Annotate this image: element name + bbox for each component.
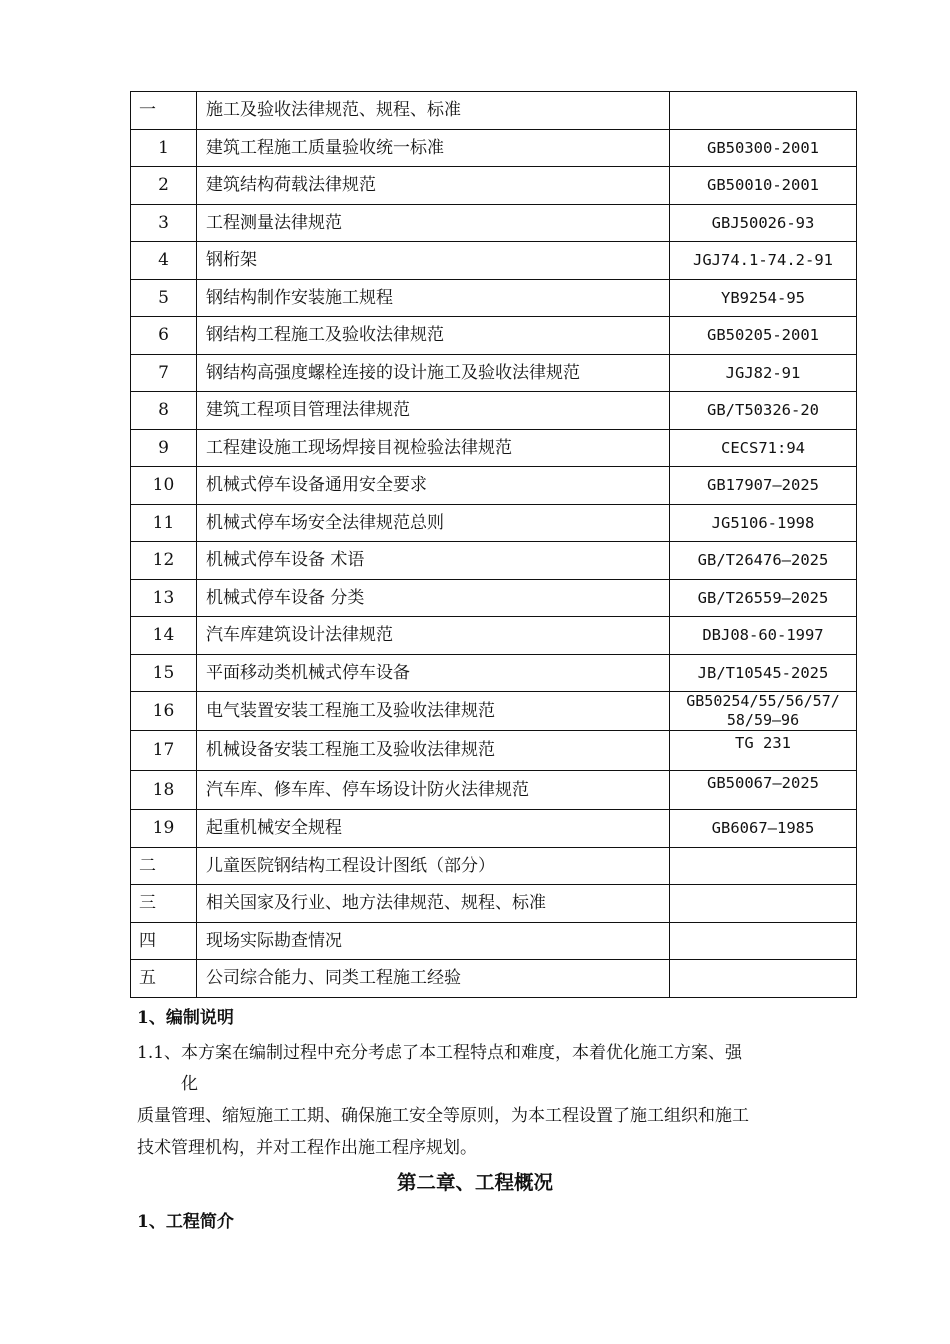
row-number-cell: 3 <box>131 204 197 242</box>
standard-name-cell: 建筑结构荷载法律规范 <box>197 167 670 205</box>
standard-name-cell: 工程测量法律规范 <box>197 204 670 242</box>
table-row <box>131 317 857 355</box>
standard-name-cell: 机械设备安装工程施工及验收法律规范 <box>197 731 670 771</box>
row-number-cell: 19 <box>131 810 197 848</box>
standard-code-cell: TG 231 <box>670 731 857 771</box>
standard-code-cell <box>670 885 857 923</box>
standard-name-cell: 公司综合能力、同类工程施工经验 <box>197 960 670 998</box>
row-number-cell: 一 <box>131 92 197 130</box>
standard-name-cell: 工程建设施工现场焊接目视检验法律规范 <box>197 429 670 467</box>
standard-name-cell: 起重机械安全规程 <box>197 810 670 848</box>
table-row <box>131 504 857 542</box>
row-number-cell: 6 <box>131 317 197 355</box>
standard-name-cell: 钢桁架 <box>197 242 670 280</box>
standard-code-cell: DBJ08-60-1997 <box>670 617 857 655</box>
row-number-cell: 4 <box>131 242 197 280</box>
standard-code-cell: GB50010-2001 <box>670 167 857 205</box>
chapter-title: 第二章、工程概况 <box>396 1171 553 1194</box>
row-number-cell: 1 <box>131 129 197 167</box>
standard-code-cell: GB6067—1985 <box>670 810 857 848</box>
row-number-cell: 11 <box>131 504 197 542</box>
table-row <box>131 847 857 885</box>
table-row <box>131 279 857 317</box>
standard-name-cell: 建筑工程项目管理法律规范 <box>197 392 670 430</box>
row-number-cell: 7 <box>131 354 197 392</box>
standard-code-cell <box>670 692 857 731</box>
paragraph-line: 1.1、本方案在编制过程中充分考虑了本工程特点和难度，本着优化施工方案、强 <box>137 1043 743 1063</box>
standard-code-cell: GB17907—2025 <box>670 467 857 505</box>
standard-name-cell: 汽车库建筑设计法律规范 <box>197 617 670 655</box>
row-number-cell: 5 <box>131 279 197 317</box>
row-number-cell: 14 <box>131 617 197 655</box>
table-row <box>131 579 857 617</box>
code-line: 58/59—96 <box>726 711 800 729</box>
row-number-cell: 五 <box>131 960 197 998</box>
table-row <box>131 204 857 242</box>
paragraph-line: 技术管理机构，并对工程作出施工程序规划。 <box>137 1138 477 1158</box>
standard-code-cell: JG5106-1998 <box>670 504 857 542</box>
standard-code-cell: CECS71:94 <box>670 429 857 467</box>
standard-code-cell: GB/T26476—2025 <box>670 542 857 580</box>
standard-name-cell: 机械式停车设备 分类 <box>197 579 670 617</box>
row-number-cell: 10 <box>131 467 197 505</box>
standards-table <box>130 91 857 998</box>
standard-code-cell: GB50205-2001 <box>670 317 857 355</box>
table-row <box>131 429 857 467</box>
table-row <box>131 885 857 923</box>
standard-name-cell: 钢结构高强度螺栓连接的设计施工及验收法律规范 <box>197 354 670 392</box>
standard-code-cell: GBJ50026-93 <box>670 204 857 242</box>
row-number-cell: 16 <box>131 692 197 731</box>
table-row <box>131 922 857 960</box>
row-number-cell: 二 <box>131 847 197 885</box>
table-row <box>131 731 857 771</box>
standard-name-cell: 施工及验收法律规范、规程、标准 <box>197 92 670 130</box>
table-row <box>131 242 857 280</box>
standard-code-cell: GB50300-2001 <box>670 129 857 167</box>
standard-name-cell: 建筑工程施工质量验收统一标准 <box>197 129 670 167</box>
standard-code-cell <box>670 92 857 130</box>
standard-code-cell: GB/T50326-20 <box>670 392 857 430</box>
standard-code-cell <box>670 922 857 960</box>
row-number-cell: 13 <box>131 579 197 617</box>
standard-name-cell: 儿童医院钢结构工程设计图纸（部分） <box>197 847 670 885</box>
row-number-cell: 8 <box>131 392 197 430</box>
standard-name-cell: 钢结构工程施工及验收法律规范 <box>197 317 670 355</box>
table-row <box>131 692 857 731</box>
table-row <box>131 617 857 655</box>
standard-code-cell: JGJ82-91 <box>670 354 857 392</box>
standard-name-cell: 汽车库、修车库、停车场设计防火法律规范 <box>197 770 670 810</box>
standard-name-cell: 钢结构制作安装施工规程 <box>197 279 670 317</box>
standard-code-cell: GB50067—2025 <box>670 770 857 810</box>
table-row <box>131 354 857 392</box>
row-number-cell: 18 <box>131 770 197 810</box>
standard-code-cell: YB9254-95 <box>670 279 857 317</box>
standard-name-cell: 机械式停车场安全法律规范总则 <box>197 504 670 542</box>
standard-name-cell: 平面移动类机械式停车设备 <box>197 654 670 692</box>
row-number-cell: 12 <box>131 542 197 580</box>
table-row <box>131 542 857 580</box>
standard-code-cell: JGJ74.1-74.2-91 <box>670 242 857 280</box>
table-row <box>131 770 857 810</box>
row-number-cell: 15 <box>131 654 197 692</box>
standard-code-cell: JB/T10545-2025 <box>670 654 857 692</box>
standard-name-cell: 机械式停车设备通用安全要求 <box>197 467 670 505</box>
table-row <box>131 810 857 848</box>
standard-code-cell <box>670 960 857 998</box>
standard-name-cell: 现场实际勘查情况 <box>197 922 670 960</box>
code-line: GB50254/55/56/57/ <box>686 692 840 710</box>
section-heading-compilation: 1、编制说明 <box>137 1008 234 1028</box>
table-row <box>131 392 857 430</box>
row-number-cell: 四 <box>131 922 197 960</box>
table-row <box>131 467 857 505</box>
section-heading-project-intro: 1、工程简介 <box>137 1212 234 1232</box>
table-row <box>131 92 857 130</box>
paragraph-line: 化 <box>181 1074 198 1094</box>
standard-name-cell: 相关国家及行业、地方法律规范、规程、标准 <box>197 885 670 923</box>
paragraph-line: 质量管理、缩短施工工期、确保施工安全等原则，为本工程设置了施工组织和施工 <box>137 1106 749 1126</box>
standard-code-cell <box>670 847 857 885</box>
row-number-cell: 2 <box>131 167 197 205</box>
standard-name-cell: 机械式停车设备 术语 <box>197 542 670 580</box>
table-row <box>131 654 857 692</box>
table-row <box>131 960 857 998</box>
table-row <box>131 167 857 205</box>
standard-code-cell: GB/T26559—2025 <box>670 579 857 617</box>
standard-name-cell: 电气装置安装工程施工及验收法律规范 <box>197 692 670 731</box>
standards-table-body <box>131 92 857 998</box>
table-row <box>131 129 857 167</box>
row-number-cell: 17 <box>131 731 197 771</box>
row-number-cell: 三 <box>131 885 197 923</box>
row-number-cell: 9 <box>131 429 197 467</box>
